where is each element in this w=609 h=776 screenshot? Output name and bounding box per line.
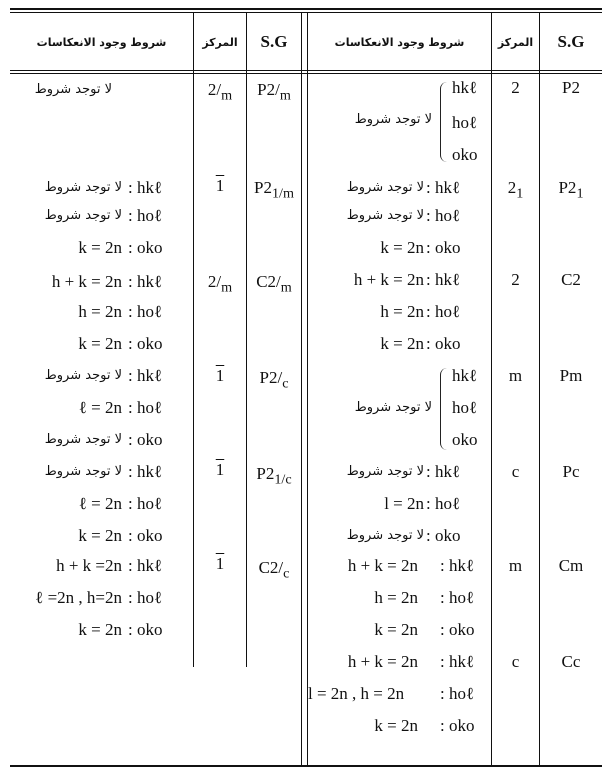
left-line-label: : hoℓ	[128, 398, 163, 417]
right-brace	[440, 368, 450, 450]
left-row-center: $2/_m$	[207, 272, 233, 296]
left-line-label: : hkℓ	[128, 272, 163, 291]
right-line-label: : oko	[426, 526, 461, 545]
left-line-condition: h + k =2n	[56, 556, 122, 575]
right-line-label: : hkℓ	[440, 556, 475, 575]
left-line-condition: ℓ = 2n	[78, 398, 122, 417]
overline: 1	[215, 460, 225, 479]
left-line-label: : hoℓ	[128, 494, 163, 513]
left-row-center	[194, 366, 246, 386]
right-line-condition: k = 2n	[374, 716, 418, 735]
left-line-label: : hoℓ	[128, 302, 163, 321]
right-line-label: : hkℓ	[426, 462, 461, 481]
right-brace-label: oko	[452, 145, 478, 164]
left-line-label: : hoℓ	[128, 206, 163, 225]
left-line-label: : hkℓ	[128, 462, 163, 481]
right-row-center: 2	[511, 270, 520, 289]
overline: 1	[215, 554, 225, 573]
left-row-center	[194, 176, 246, 196]
right-row-center: m	[508, 556, 523, 575]
right-line-label: : hoℓ	[440, 588, 475, 607]
right-line-label: : hoℓ	[426, 302, 461, 321]
right-row-condition: لا توجد شروط	[354, 112, 432, 127]
right-row-sg: Cm	[558, 556, 584, 575]
left-line-label: : hkℓ	[128, 178, 163, 197]
left-row-sg: $P2/_c$	[259, 368, 289, 392]
left-header-sg: S.G	[260, 32, 288, 51]
left-line-label: : oko	[128, 238, 163, 257]
subscript: m	[280, 279, 292, 296]
left-row-center: $2/_m$	[207, 80, 233, 104]
right-line-condition: لا توجد شروط	[346, 464, 424, 479]
subscript: c	[283, 565, 290, 582]
left-line-label: : oko	[128, 620, 163, 639]
left-row-center	[194, 554, 246, 574]
right-line-condition: h + k = 2n	[347, 556, 418, 575]
right-header-conditions: شروط وجود الانعكاسات	[334, 35, 465, 49]
right-line-condition: h = 2n	[380, 302, 424, 321]
left-line-condition: لا توجد شروط	[44, 368, 122, 383]
left-line-condition: k = 2n	[78, 238, 122, 257]
right-row-center: 2	[511, 78, 520, 97]
left-row-sg: $P2_{1/c}$	[256, 464, 292, 488]
left-line-label: : oko	[128, 334, 163, 353]
subscript: m	[221, 87, 233, 104]
subscript: c	[282, 375, 289, 392]
right-header-center: المركز	[497, 35, 534, 49]
right-row-center: $2_1$	[507, 178, 524, 202]
subscript: 1	[516, 185, 524, 202]
left-line-label: : oko	[128, 430, 163, 449]
right-brace	[440, 82, 450, 162]
right-line-label: : hoℓ	[440, 684, 475, 703]
overline: 1	[215, 176, 225, 195]
right-line-condition: h + k = 2n	[347, 652, 418, 671]
right-brace-label: hoℓ	[452, 113, 478, 132]
right-row-sg: $P2_1$	[558, 178, 584, 202]
right-line-label: : oko	[426, 334, 461, 353]
left-line-label: : hkℓ	[128, 556, 163, 575]
left-row-sg: $C2/_c$	[258, 558, 290, 582]
right-line-condition: k = 2n	[380, 334, 424, 353]
left-line-condition: k = 2n	[78, 526, 122, 545]
right-row-sg: Cc	[561, 652, 581, 671]
right-row-sg: Pm	[559, 366, 583, 385]
right-row-condition: لا توجد شروط	[354, 400, 432, 415]
right-line-condition: l = 2n , h = 2n	[308, 684, 405, 703]
left-line-condition: h + k = 2n	[51, 272, 122, 291]
right-brace-label: hkℓ	[452, 366, 478, 385]
left-row-sg: $C2/_m$	[256, 272, 292, 296]
left-line-label: : oko	[128, 526, 163, 545]
left-row-sg: $P2/_m$	[257, 80, 291, 104]
right-brace-label: hkℓ	[452, 78, 478, 97]
right-line-condition: k = 2n	[374, 620, 418, 639]
left-line-condition: k = 2n	[78, 620, 122, 639]
right-line-condition: لا توجد شروط	[346, 528, 424, 543]
right-line-label: : hoℓ	[426, 494, 461, 513]
right-row-center: m	[508, 366, 523, 385]
right-row-center: c	[511, 652, 520, 671]
right-line-label: : hkℓ	[426, 178, 461, 197]
subscript: 1/m	[271, 185, 294, 202]
right-line-condition: h + k = 2n	[353, 270, 424, 289]
left-line-condition: لا توجد شروط	[44, 464, 122, 479]
right-line-label: : hoℓ	[426, 206, 461, 225]
right-line-condition: لا توجد شروط	[346, 208, 424, 223]
left-header-center: المركز	[202, 35, 238, 49]
right-row-sg: Pc	[562, 462, 580, 481]
right-line-condition: لا توجد شروط	[346, 180, 424, 195]
right-line-condition: k = 2n	[380, 238, 424, 257]
top-rule-thick	[10, 8, 602, 10]
right-line-condition: h = 2n	[374, 588, 418, 607]
left-line-condition: h = 2n	[78, 302, 122, 321]
left-header-conditions: شروط وجود الانعكاسات	[36, 35, 167, 49]
right-brace-label: hoℓ	[452, 398, 478, 417]
subscript: m	[279, 87, 291, 104]
subscript: m	[221, 279, 233, 296]
bottom-rule	[10, 765, 602, 767]
left-line-condition: k = 2n	[78, 334, 122, 353]
divider-middle	[301, 12, 308, 765]
right-row-sg: P2	[562, 78, 580, 97]
left-row-condition: لا توجد شروط	[34, 82, 112, 97]
left-line-condition: لا توجد شروط	[44, 180, 122, 195]
right-line-label: : oko	[440, 716, 475, 735]
subscript: 1/c	[274, 471, 292, 488]
subscript: 1	[576, 185, 584, 202]
right-line-label: : hkℓ	[440, 652, 475, 671]
left-row-center	[194, 460, 246, 480]
right-row-sg: C2	[561, 270, 581, 289]
left-line-condition: ℓ = 2n	[78, 494, 122, 513]
right-brace-label: oko	[452, 430, 478, 449]
left-line-condition: ℓ =2n , h=2n	[35, 588, 122, 607]
right-header-sg: S.G	[557, 32, 585, 51]
right-row-center: c	[511, 462, 520, 481]
left-row-sg: $P2_{1/m}$	[254, 178, 294, 202]
right-line-label: : oko	[426, 238, 461, 257]
right-line-label: : oko	[440, 620, 475, 639]
left-line-label: : hkℓ	[128, 366, 163, 385]
right-line-label: : hkℓ	[426, 270, 461, 289]
left-line-label: : hoℓ	[128, 588, 163, 607]
left-line-condition: لا توجد شروط	[44, 208, 122, 223]
right-line-condition: l = 2n	[384, 494, 424, 513]
overline: 1	[215, 366, 225, 385]
left-line-condition: لا توجد شروط	[44, 432, 122, 447]
